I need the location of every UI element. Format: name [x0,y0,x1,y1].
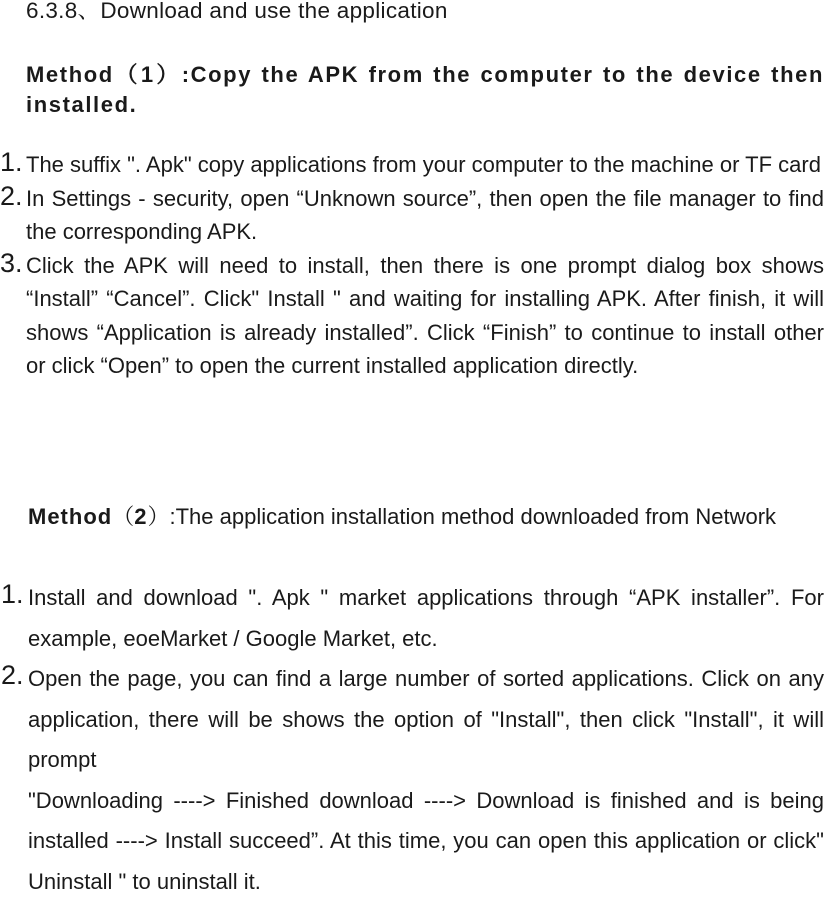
method-2-heading [28,497,824,537]
method-1-steps [0,148,824,383]
method-2-step [0,659,824,781]
section-heading: 6.3.8、Download and use the application [26,0,448,25]
method-2-title: :The application installation method downloaded from Network [169,504,776,529]
step-number: 1. [0,144,23,180]
method-2-number: 2 [134,504,147,529]
method-1-step [0,182,824,249]
step-text: Open the page, you can find a large number of sorted applications. Click on any application, there will be shows the option of "Install", then click "Install", it will prompt [28,666,824,772]
method-2-step [0,578,824,659]
step-text: Click the APK will need to install, then there is one prompt dialog box shows “Install” “Cancel”. Click" Install " and waiting for installing APK. After finish, it will shows “Application is already installed”. Click “Finish” to continue to install other or click “Open” to open the current installed application directly. [26,253,824,379]
step-text: The suffix ". Apk" copy applications from your computer to the machine or TF card [26,152,821,177]
method-2-paren-close: ） [147,504,169,529]
step-text: In Settings - security, open “Unknown source”, then open the file manager to find the corresponding APK. [26,186,824,245]
method-1-step [0,148,824,182]
step-number: 2. [0,178,23,214]
method-2-steps [0,578,824,902]
step-number: 2. [1,655,24,695]
method-1-label: Method（1） [26,62,182,87]
step-text: Install and download ". Apk " market applications through “APK installer”. For example, eoeMarket / Google Market, etc. [28,585,824,651]
step-text: "Downloading ----> Finished download ----> Download is finished and is being installed ----> Install succeed”. At this time, you can open this application or click" Uninstall " to uninstall it. [28,788,824,894]
method-2-step-continuation [0,781,824,902]
method-1-title: :Copy the APK from the computer to the device then installed. [26,62,824,117]
method-1-heading [26,60,824,120]
step-number: 3. [0,245,23,281]
step-number: 1. [1,574,24,614]
method-1-step [0,249,824,383]
method-2-label: Method [28,504,112,529]
method-2-paren-open: （ [112,504,134,529]
